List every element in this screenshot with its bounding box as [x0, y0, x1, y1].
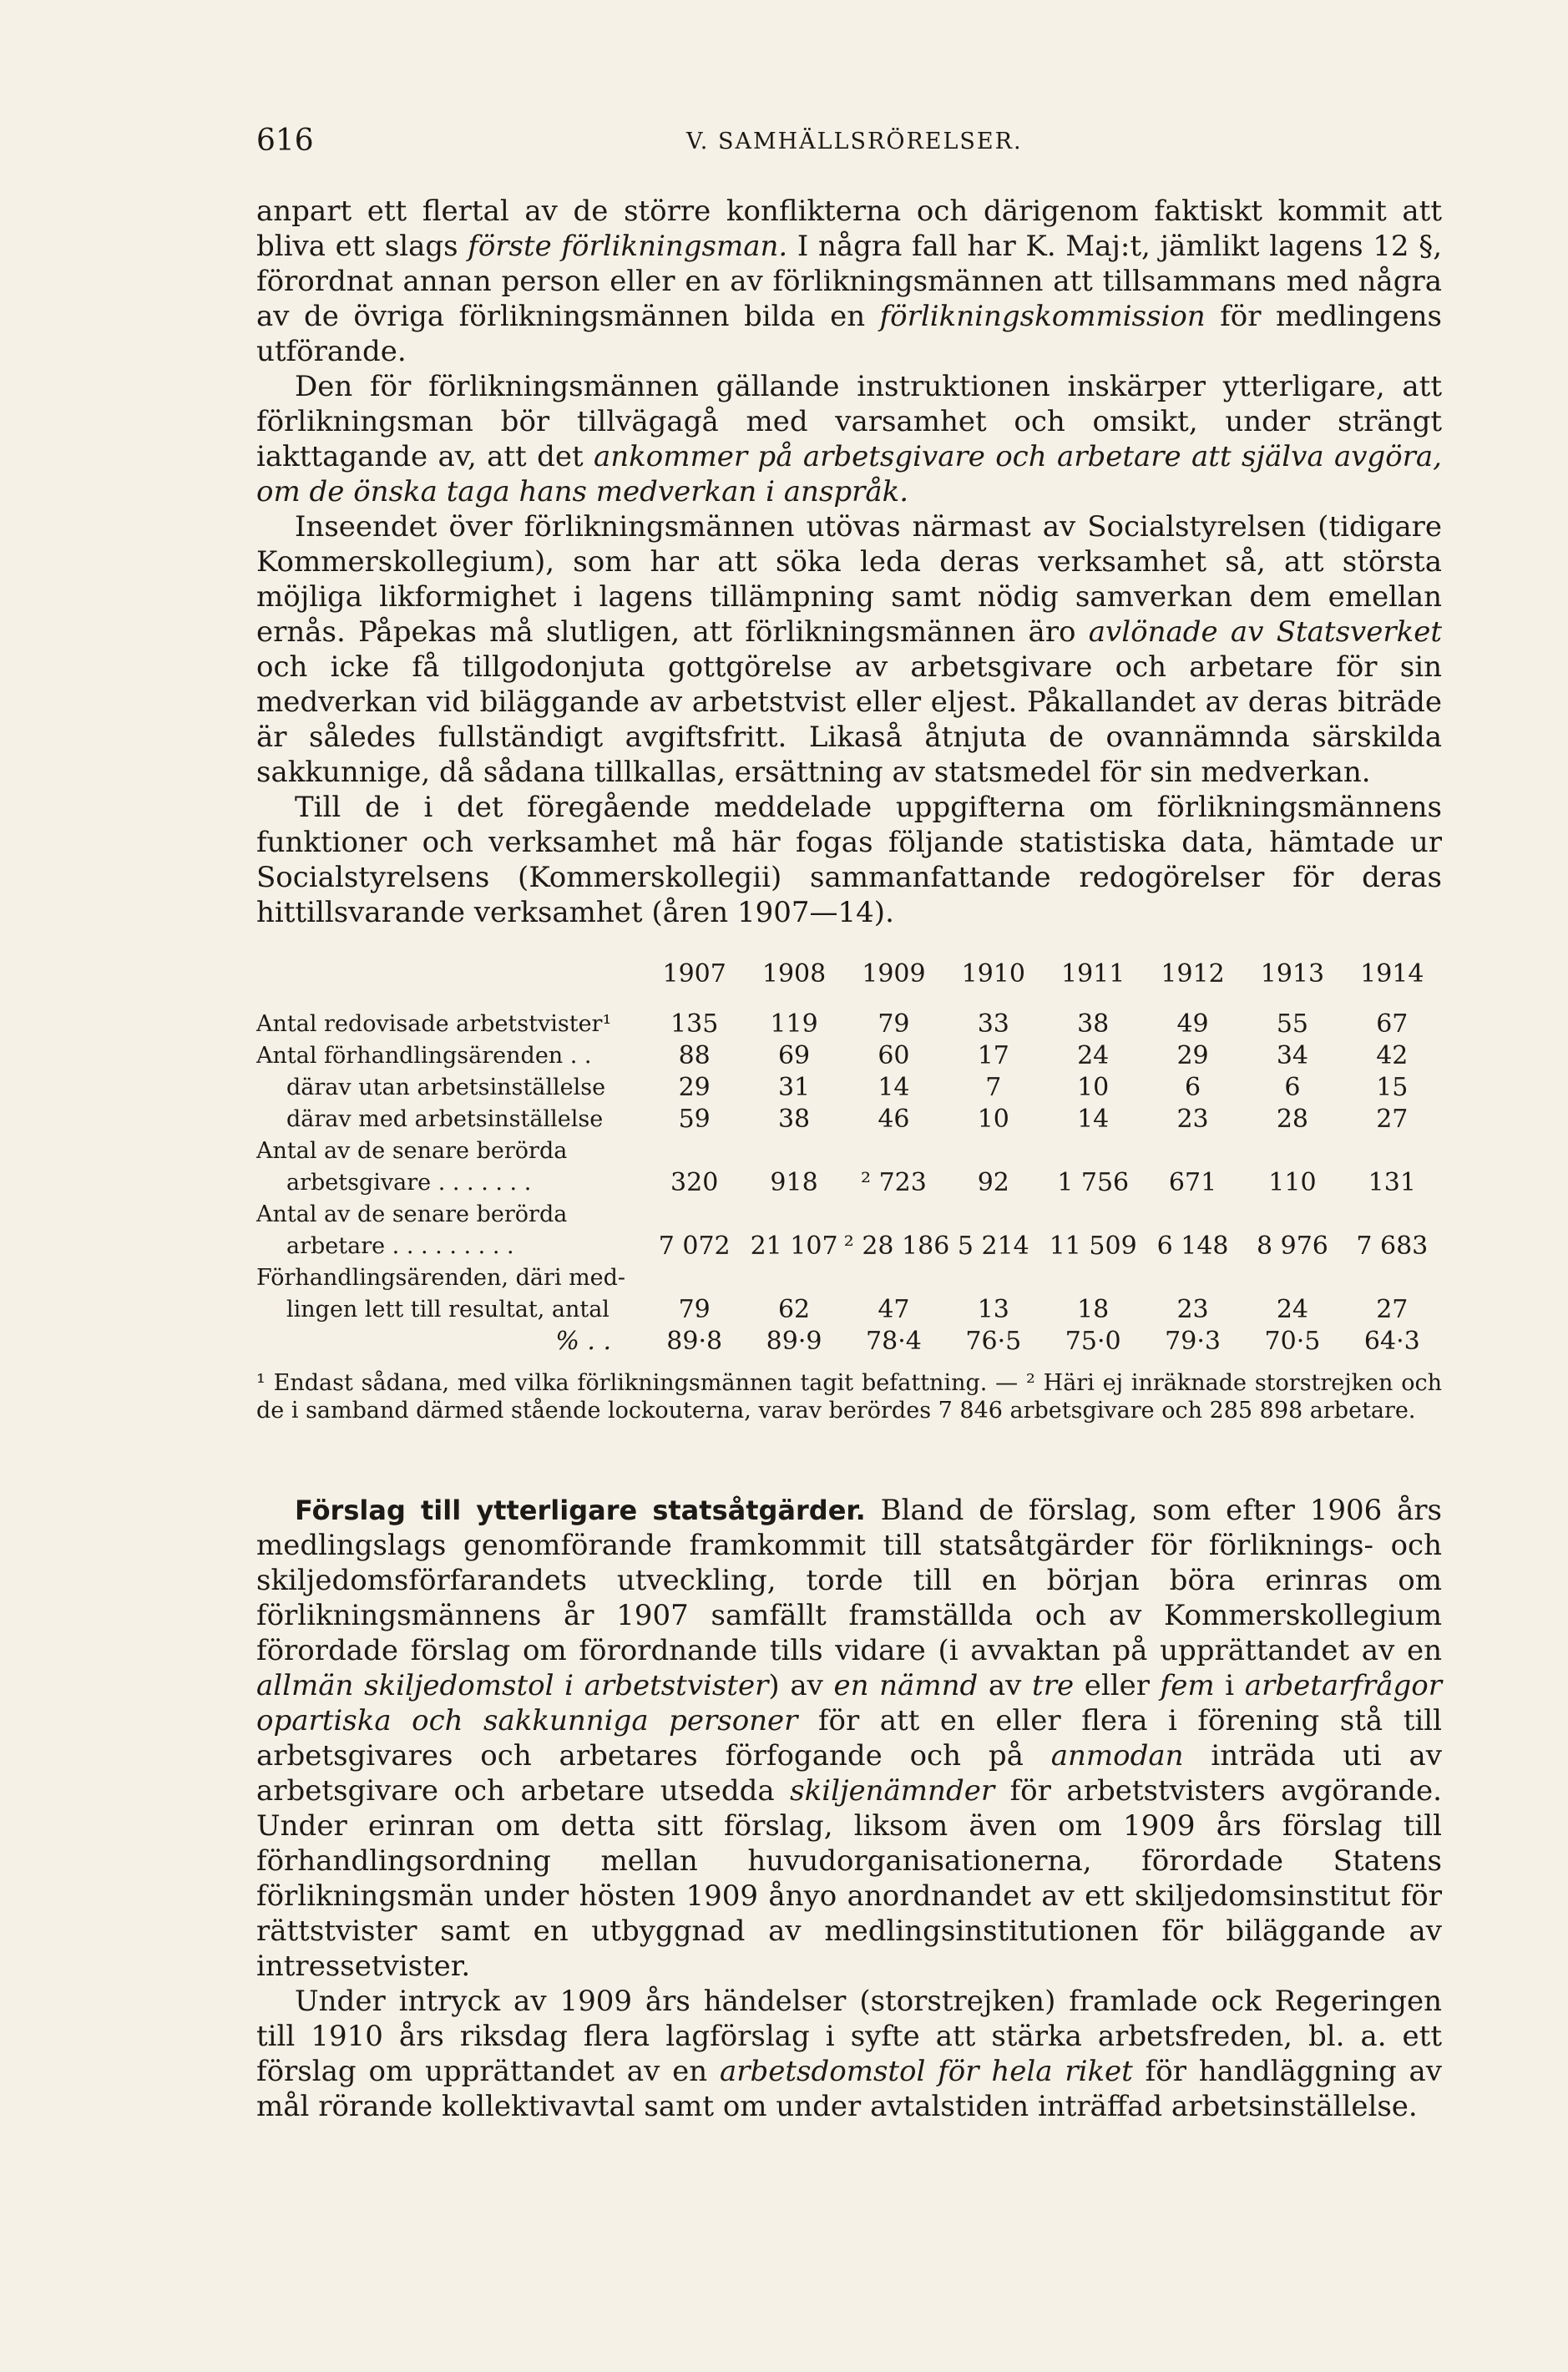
table-cell: [744, 1262, 843, 1294]
table-header-row: [256, 958, 1442, 1009]
table-cell: [1143, 1262, 1242, 1294]
table-row: [256, 1294, 1442, 1326]
table-cell: 24: [1077, 1041, 1110, 1070]
table-cell: 38: [777, 1105, 811, 1134]
row-label: Förhandlingsärenden, däri med-: [256, 1265, 626, 1291]
year-header: 1909: [862, 959, 926, 989]
running-header: [256, 124, 1442, 174]
text-run: i: [1214, 1669, 1245, 1702]
table-cell: [1044, 1262, 1143, 1294]
table-cell: 28: [1276, 1105, 1309, 1134]
text-run: eller: [1074, 1669, 1161, 1702]
table-cell: 7 072: [658, 1232, 731, 1261]
italic-text: allmän skiljedomstol i arbetstvister: [256, 1669, 769, 1702]
table-cell: 13: [977, 1295, 1009, 1324]
table-cell: ² 723: [861, 1168, 927, 1197]
table-cell: 38: [1077, 1009, 1110, 1039]
table-cell: [645, 1135, 744, 1167]
text-run: inträda uti av arbetsgivare och arbetare utsedda: [256, 1739, 1442, 1808]
percent-cell: 75·0: [1065, 1327, 1121, 1356]
italic-text: anmodan: [1050, 1739, 1184, 1773]
table-cell: [1242, 1262, 1342, 1294]
table-cell: 33: [977, 1009, 1009, 1039]
table-cell: 110: [1268, 1168, 1317, 1197]
row-label: Antal förhandlingsärenden . .: [256, 1043, 592, 1069]
table-cell: [943, 1199, 1043, 1231]
table-cell: 29: [678, 1073, 711, 1102]
table-cell: [1143, 1135, 1242, 1167]
table-cell: 55: [1276, 1009, 1309, 1039]
table-cell: 6: [1284, 1073, 1301, 1102]
text-run: ) av: [768, 1669, 834, 1702]
table-cell: 5 214: [957, 1232, 1029, 1261]
table-cell: 119: [770, 1009, 818, 1039]
table-cell: 10: [1077, 1073, 1110, 1102]
table-cell: 23: [1176, 1105, 1209, 1134]
table-cell: 62: [777, 1295, 811, 1324]
italic-text: ankommer på arbetsgivare och arbetare att själva avgöra, om de önska taga hans medverkan i anspråk.: [256, 440, 1442, 508]
row-label: Antal redovisade arbetstvister¹: [256, 1011, 612, 1037]
table-cell: 29: [1176, 1041, 1209, 1070]
row-label: därav med arbetsinställelse: [286, 1106, 604, 1132]
table-cell: 79: [678, 1295, 711, 1324]
body-text-top: [256, 194, 1442, 930]
table-cell: 135: [670, 1009, 719, 1039]
row-label: lingen lett till resultat, antal: [286, 1297, 609, 1323]
table-cell: 7: [985, 1073, 1002, 1102]
row-label: arbetsgivare . . . . . . .: [286, 1170, 532, 1196]
table-cell: 59: [678, 1105, 711, 1134]
text-run: I några fall har K. Maj:t, jämlikt lagens 12 §, förordnat annan person eller en av förlikningsmännen att tillsammans med några av de övriga förlikningsmännen bilda en: [256, 230, 1443, 333]
page-number: 616: [256, 124, 314, 158]
paragraph: [256, 194, 1442, 369]
table-cell: 918: [770, 1168, 818, 1197]
row-label: Antal av de senare berörda: [256, 1138, 568, 1164]
table-cell: 14: [1077, 1105, 1110, 1134]
year-header: 1907: [662, 959, 726, 989]
year-header: 1908: [761, 959, 827, 989]
row-label: Antal av de senare berörda: [256, 1201, 568, 1227]
text-run: och icke få tillgodonjuta gottgörelse av arbetsgivare och arbetare för sin medverkan vid biläggande av arbetstvist eller eljest. Påkallandet av deras biträde är således fullständigt avgiftsfritt. Likaså åtnjuta de ovannämnda särskilda sakkunnige, då sådana tillkallas, ersättning av statsmedel för sin medverkan.: [256, 650, 1442, 789]
table-cell: 21 107: [750, 1232, 838, 1261]
table-cell: 60: [878, 1041, 910, 1070]
table-cell: [943, 1262, 1043, 1294]
table-cell: [744, 1135, 843, 1167]
table-row: [256, 1072, 1442, 1104]
table-cell: 24: [1276, 1295, 1309, 1324]
table-cell: [1242, 1135, 1342, 1167]
table-cell: [1242, 1199, 1342, 1231]
table-cell: 88: [678, 1041, 711, 1070]
table-cell: 14: [878, 1073, 910, 1102]
paragraph: [256, 1493, 1442, 1984]
year-header: 1914: [1360, 959, 1424, 989]
table-cell: 69: [777, 1041, 811, 1070]
table-row: [256, 1009, 1442, 1040]
paragraph: [256, 369, 1442, 509]
table-cell: 23: [1176, 1295, 1209, 1324]
year-header: 1910: [961, 959, 1025, 989]
table-cell: 6: [1185, 1073, 1201, 1102]
italic-text: arbetsdomstol för hela riket: [719, 2055, 1133, 2088]
text-run: för att en eller flera i förening stå till arbetsgivares och arbetares förfogande och på: [256, 1704, 1442, 1773]
italic-text: arbetarfrågor opartiska och sakkunniga personer: [256, 1669, 1442, 1737]
table-cell: 46: [878, 1105, 910, 1134]
table-cell: [645, 1262, 744, 1294]
percent-row: [256, 1326, 1442, 1358]
table-cell: 67: [1376, 1009, 1409, 1039]
table-cell: [1343, 1199, 1442, 1231]
table-row: [256, 1262, 1442, 1294]
italic-text: en nämnd: [833, 1669, 979, 1702]
percent-cell: 70·5: [1264, 1327, 1321, 1356]
table-cell: [645, 1199, 744, 1231]
text-run: Den för förlikningsmännen gällande instruktionen inskärper ytterligare, att förlikningsman bör tillvägagå med varsamhet och omsikt, under strängt iakttagande av, att det: [256, 370, 1442, 473]
table-cell: 79: [878, 1009, 910, 1039]
table-cell: [1343, 1262, 1442, 1294]
table-cell: 92: [977, 1168, 1009, 1197]
text-run: av: [978, 1669, 1033, 1702]
table-cell: 1 756: [1057, 1168, 1130, 1197]
statistics-table: [256, 958, 1442, 1358]
table-row: [256, 1199, 1442, 1231]
table-cell: 18: [1077, 1295, 1110, 1324]
paragraph: [256, 1984, 1442, 2124]
table-cell: 27: [1376, 1105, 1409, 1134]
table-cell: [1044, 1199, 1143, 1231]
year-header: 1913: [1260, 959, 1325, 989]
text-run: Bland de förslag, som efter 1906 års medlingslags genomförande framkommit till statsåtgärder för förliknings- och skiljedomsförfarandets utveckling, torde till en början böra erinras om förlikningsmännens år 1907 samfällt framställda och av Kommerskollegium förordade förslag om förordnande tills vidare (i avvaktan på upprättandet av en: [256, 1494, 1443, 1667]
percent-cell: 78·4: [866, 1327, 922, 1356]
text-run: anpart ett flertal av de större konflikterna och därigenom faktiskt kommit att bliva ett slags: [256, 195, 1442, 263]
table-cell: [1143, 1199, 1242, 1231]
year-header: 1912: [1161, 959, 1225, 989]
table-corner: [256, 958, 645, 1009]
table-row: [256, 1040, 1442, 1072]
italic-text: avlönade av Statsverket: [1088, 615, 1443, 649]
table-cell: [844, 1199, 943, 1231]
table-cell: [1343, 1135, 1442, 1167]
table-cell: 27: [1376, 1295, 1409, 1324]
table-cell: 47: [878, 1295, 910, 1324]
table-cell: ² 28 186: [843, 1232, 950, 1261]
table-cell: 320: [670, 1168, 719, 1197]
footnote-text: ¹ Endast sådana, med vilka förlikningsmännen tagit befattning. — ² Häri ej inräknade storstrejken och de i samband därmed stående lockouterna, varav berördes 7 846 arbetsgivare och 285 898 arbetare.: [256, 1370, 1442, 1424]
running-head: V. SAMHÄLLSRÖRELSER.: [686, 129, 1023, 154]
table-cell: 49: [1176, 1009, 1209, 1039]
table-cell: 42: [1376, 1041, 1409, 1070]
table-cell: 8 976: [1256, 1232, 1328, 1261]
paragraph-body: [256, 1494, 1442, 1983]
table-cell: 34: [1276, 1041, 1309, 1070]
table-cell: 10: [977, 1105, 1009, 1134]
row-label: därav utan arbetsinställelse: [286, 1075, 606, 1100]
text-run: för arbetstvisters avgörande. Under erinran om detta sitt förslag, liksom även om 1909 års förslag till förhandlingsordning mellan huvudorganisationerna, förordade Statens förlikningsmän under hösten 1909 ånyo anordnandet av ett skiljedomsinstitut för rättstvister samt en utbyggnad av medlingsinstitutionen för biläggande av intressetvister.: [256, 1774, 1442, 1983]
text-run: Till de i det föregående meddelade uppgifterna om förlikningsmännens funktioner och verksamhet må här fogas följande statistiska data, hämtade ur Socialstyrelsens (Kommerskollegii) sammanfattande redogörelser för deras hittillsvarande verksamhet (åren 1907—14).: [256, 791, 1442, 929]
table-cell: [943, 1135, 1043, 1167]
table-cell: 671: [1168, 1168, 1217, 1197]
table-cell: [844, 1135, 943, 1167]
table-cell: [1044, 1135, 1143, 1167]
italic-text: förlikningskommission: [879, 300, 1206, 333]
year-header: 1911: [1061, 959, 1125, 989]
paragraph: [256, 790, 1442, 930]
table-cell: 131: [1368, 1168, 1416, 1197]
table-row: [256, 1104, 1442, 1135]
row-label: arbetare . . . . . . . . .: [286, 1233, 514, 1259]
italic-text: skiljenämnder: [790, 1774, 995, 1808]
table-row: [256, 1167, 1442, 1199]
table-cell: 31: [777, 1073, 811, 1102]
table-cell: [844, 1262, 943, 1294]
text-run: Under intryck av 1909 års händelser (storstrejken) framlade ock Regeringen till 1910 års riksdag flera lagförslag i syfte att stärka arbetsfreden, bl. a. ett förslag om upprättandet av en: [256, 1985, 1442, 2088]
table-row: [256, 1231, 1442, 1262]
table-cell: 7 683: [1356, 1232, 1429, 1261]
italic-text: förste förlikningsman.: [468, 230, 788, 263]
italic-text: tre: [1032, 1669, 1075, 1702]
percent-cell: 89·9: [766, 1327, 822, 1356]
table-cell: 6 148: [1156, 1232, 1229, 1261]
text-run: för handläggning av mål rörande kollektivavtal samt om under avtalstiden inträffad arbetsinställelse.: [256, 2055, 1443, 2123]
section-proposals: [256, 1493, 1442, 2124]
percent-cell: 64·3: [1363, 1327, 1420, 1356]
footnote: [256, 1369, 1442, 1424]
paragraph: [256, 509, 1442, 790]
table-cell: 17: [977, 1041, 1009, 1070]
percent-cell: 76·5: [965, 1327, 1022, 1356]
percent-label: % . .: [555, 1327, 611, 1356]
italic-text: fem: [1160, 1669, 1215, 1702]
table-cell: [744, 1199, 843, 1231]
section-heading: Förslag till ytterligare statsåtgärder.: [295, 1495, 866, 1526]
table-cell: 11 509: [1049, 1232, 1137, 1261]
percent-cell: 79·3: [1165, 1327, 1221, 1356]
text-run: Inseendet över förlikningsmännen utövas närmast av Socialstyrelsen (tidigare Kommerskollegium), som har att söka leda deras verksamhet så, att största möjliga likformighet i lagens tillämpning samt nödig samverkan dem emellan ernås. Påpekas må slutligen, att förlikningsmännen äro: [256, 510, 1442, 649]
text-run: för medlingens utförande.: [256, 300, 1442, 368]
table-cell: 15: [1376, 1073, 1409, 1102]
table-row: [256, 1135, 1442, 1167]
percent-cell: 89·8: [666, 1327, 723, 1356]
